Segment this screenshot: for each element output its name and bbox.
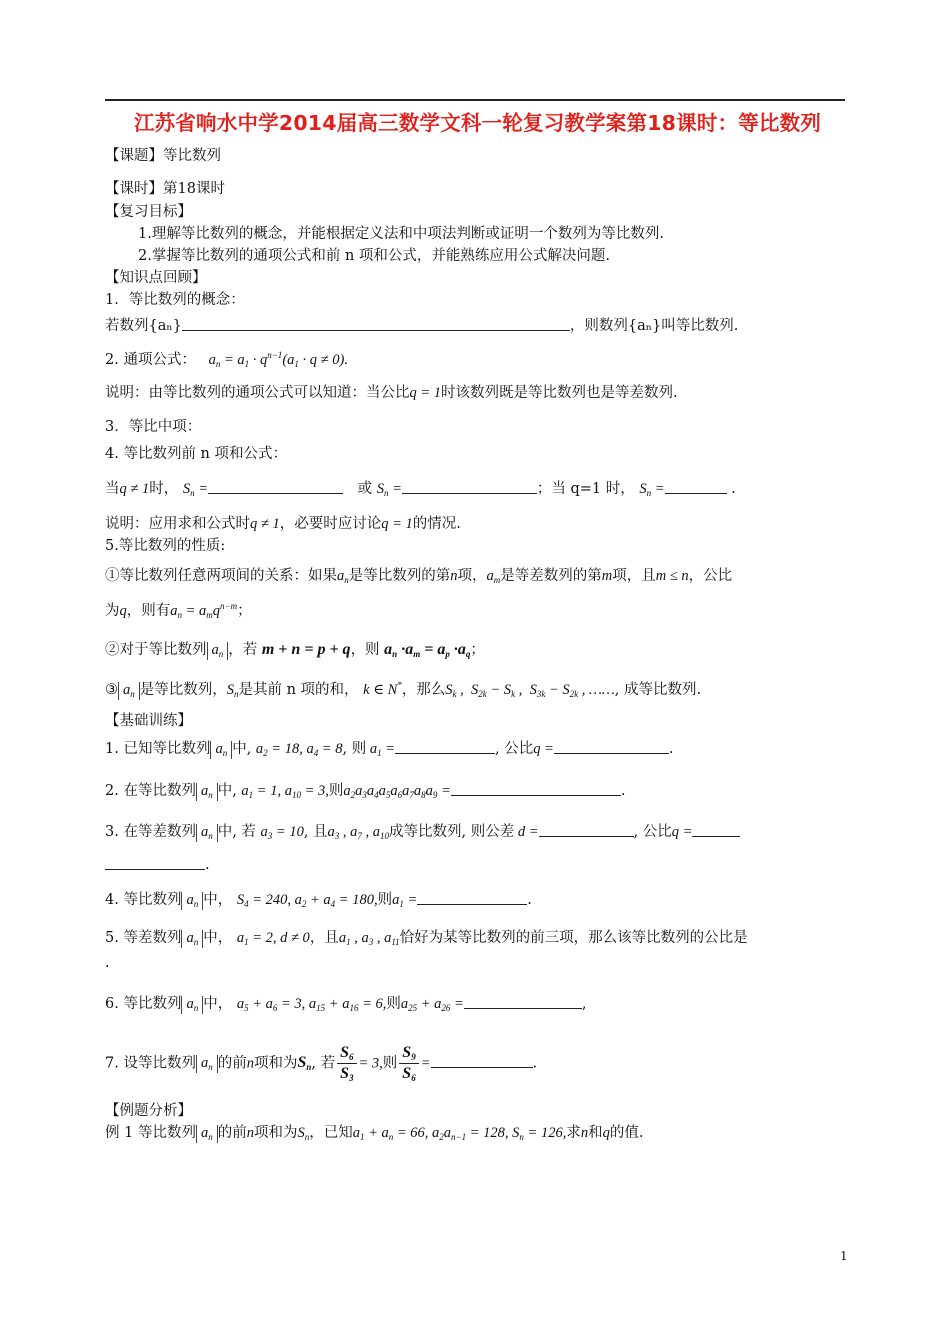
p2-result: $a_n \cdot a_m = a_p \cdot a_q$ [384,641,471,659]
q3-d: 成等比数列, 则公差 [389,824,515,840]
k4-or: 或 [357,481,373,497]
q3-blank-1 [539,823,634,837]
q3-blank-3 [105,856,205,870]
k1-pre: 若数列{aₙ} [105,318,182,334]
e1-q: q [602,1125,610,1141]
q3-c: , 且 [303,824,328,840]
q7-n: n [246,1055,254,1072]
q7-frac-2: $\frac{S_9}{S_6}$ [399,1043,418,1084]
p1-d: 是等差数列的第 [500,568,602,584]
p2-c: ，则 [350,642,380,658]
q7-d: , 若 [311,1055,336,1072]
q1-c: , 则 [342,741,367,757]
e1-f: 和 [588,1125,603,1141]
question-7: 7. 设等比数列 $a_n$ 的前n项和为$S_n$, 若 $\frac{S_6}{S_3}$ = 3,则 $\frac{S_9}{S_6}$ = . [105,1044,538,1083]
k3-mean: 3．等比中项： [105,419,202,435]
k5-properties: 5.等比数列的性质: [105,538,226,554]
q4-b: 中， [203,892,233,908]
q7-seq: $a_n$ [196,1055,218,1073]
p1-m: m [601,568,613,584]
q4-seq: $a_n$ [181,892,203,910]
k2-note-pre: 说明：由等比数列的通项公式可以知道：当公比 [105,385,410,401]
question-2: 2. 在等比数列 $a_n$ 中, $a_1 = 1$, $a_{10} = 3$,则$a_2a_3a_4a_5a_6a_7a_8a_9$ = . [105,783,626,800]
p3-terms: $S_k$ , $S_{2k} - S_k$ , $S_{3k} - S_{2k}$ , …… [445,682,615,699]
p3-e: , 成等比数列. [614,682,702,698]
k1-concept: 1．等比数列的概念： [105,292,245,308]
p1-h: ，则有 [126,603,171,619]
goal-1: 1.理解等比数列的概念，并能根据定义法和中项法判断或证明一个数列为等比数列. [138,226,664,242]
k4-when: 当 [105,481,120,497]
basic-heading: 【基础训练】 [105,713,192,729]
k4-sn-2: $S_n$ = [376,481,402,498]
e1-given: $a_1 + a_n = 66$, $a_2a_{n-1} = 128$, $S_n = 126$, [352,1125,567,1142]
q4-blank [417,891,527,905]
q3-seq: $a_n$ [196,824,218,842]
k4-note-post: 的情况. [412,516,461,532]
k1-blank [182,317,570,331]
document-title: 江苏省响水中学2014届高三数学文科一轮复习教学案第18课时：等比数列 [133,111,822,135]
q2-seq: $a_n$ [196,783,218,801]
p1-formula: $a_n = a_mq^{n-m}$ [170,601,238,620]
k1-definition [105,317,738,335]
e1-seq: $a_n$ [196,1125,218,1143]
k4-sum: 4. 等比数列前 n 项和公式： [105,446,287,462]
question-1: 1. 已知等比数列 $a_n$ 中, $a_2 = 18$, $a_4 = 8$, 则 $a_1$ = , 公比q = . [105,741,674,758]
q5-d: 恰好为某等比数列的前三项，那么该等比数列的公比是 [399,930,748,946]
period-line: 【课时】第18课时 [105,181,225,197]
p2-b: ，若 [228,642,258,658]
p3-b: 是等比数列， [139,682,227,698]
example-heading: 【例题分析】 [105,1103,192,1119]
p3-sn: $S_n$ [226,682,239,699]
p1-q: q [119,603,127,619]
p1-b: 是等比数列的第 [348,568,451,584]
q3-d-sym: d = [514,824,539,840]
k4-blank-3 [665,480,727,494]
topic-line: 【课题】等比数列 [105,148,221,164]
k2-math: $a_n = a_1 \cdot q^{n-1}(a_1 \cdot q \ne 0)$. [208,350,348,369]
k4-when2: ；当 q=1 时， [536,481,635,497]
k4-time: 时， [149,481,179,497]
q5-b: 中， [203,930,233,946]
e1-c: 项和为 [253,1125,298,1141]
question-4: 4. 等比数列 $a_n$ 中， $S_4 = 240$, $a_2 + a_4 = 180$,则$a_1$ = . [105,892,532,909]
k4-note-cond2: q = 1 [381,516,413,532]
p1-g: 为 [105,603,120,619]
q1-blank-1 [395,740,495,754]
p1-cond: m ≤ n [655,568,689,584]
q3-given: $a_3 = 10$ [260,824,304,841]
p2-seq: $a_n$ [207,642,229,660]
question-5 [105,930,748,948]
k4-sn-1: $S_n$ = [182,481,208,498]
k1-post: ，则数列{aₙ}叫等比数列. [569,318,739,334]
q3-blank-2 [692,823,740,837]
q1-blank-2 [554,740,669,754]
k4-note-mid: ，必要时应讨论 [279,516,382,532]
q1-b: 中, [232,741,252,757]
q7-eq2: = [420,1055,431,1072]
q6-c: 则 [386,996,401,1012]
e1-b: 的前 [217,1125,247,1141]
goal-2: 2.掌握等比数列的通项公式和前 n 项和公式，并能熟练应用公式解决问题. [138,248,610,264]
q4-a1: $a_1$ = [392,892,418,909]
e1-d: ，已知 [309,1125,353,1141]
k4-blank-1 [208,480,343,494]
q2-c: 则 [328,783,344,799]
q6-blank [464,995,582,1009]
p3-k: k ∈ N* [363,680,402,698]
k4-note-pre: 说明：应用求和公式时 [105,516,250,532]
page-number: 1 [840,1249,848,1263]
q6-seq: $a_n$ [181,996,203,1014]
q2-a: 2. 在等比数列 [105,783,196,799]
p3-d: ，那么 [401,682,446,698]
k2-formula [105,350,348,370]
p1-n: n [450,568,458,584]
q7-b: 的前 [217,1055,247,1072]
k4-blank-2 [402,480,537,494]
e1-n: n [246,1125,254,1141]
q4-a: 4. 等比数列 [105,892,182,908]
k2-label: 2. 通项公式： [105,352,196,368]
q7-frac-1: $\frac{S_6}{S_3}$ [337,1043,356,1084]
q1-d: , 公比 [495,741,534,757]
q6-b: 中， [203,996,233,1012]
q6-a: 6. 等比数列 [105,996,182,1012]
q5-terms: $a_1$ , $a_3$ , $a_{11}$ [338,930,400,947]
q3-q: q = [671,824,693,840]
q6-target: $a_{25} + a_{26}$ = [400,996,464,1013]
k2-note [105,385,678,402]
q2-blank [451,782,621,796]
e1-n2: n [580,1125,589,1141]
q7-e: 则 [382,1055,398,1072]
q4-c: 则 [377,892,393,908]
q3-b: 中, 若 [217,824,256,840]
e1-e: 求 [566,1125,581,1141]
k4-formula-line: 当q ≠ 1时， $S_n$ = 或 $S_n$ = ；当 q=1 时， $S_n$ = . [105,481,736,498]
k4-sn-3: $S_n$ = [639,481,665,498]
p2-cond: m + n = p + q [261,641,351,658]
p3-c: 是其前 n 项的和， [238,682,359,698]
q5-c: ，且 [309,930,339,946]
q2-b: 中, [217,783,237,799]
p1-an: $a_n$ [337,568,349,585]
q5-a: 5. 等差数列 [105,930,182,946]
question-6: 6. 等比数列 $a_n$ 中， $a_5 + a_6 = 3$, $a_{15} + a_{16} = 6$,则$a_{25} + a_{26}$ = , [105,996,587,1013]
knowledge-heading: 【知识点回顾】 [105,270,207,286]
q7-c: 项和为 [253,1055,298,1072]
e1-a: 例 1 等比数列 [105,1125,196,1141]
question-3 [105,823,740,842]
question-3-cont: . [105,856,210,874]
q3-e: , 公比 [633,824,672,840]
q1-a1: $a_1$ = [366,741,396,758]
q5-seq: $a_n$ [181,930,203,948]
q2-product: $a_2a_3a_4a_5a_6a_7a_8a_9$ = [343,783,451,800]
q7-sn: $S_n$ [297,1054,312,1073]
p1-c: 项， [457,568,487,584]
k2-note-cond: q = 1 [409,385,442,401]
q1-q: q = [533,741,554,757]
example-1 [105,1125,643,1143]
p1-e: 项，且 [612,568,656,584]
k4-note-cond: q ≠ 1 [250,516,280,532]
e1-sn: $S_n$ [297,1125,310,1142]
property-1-cont: 为q，则有$a_n = a_mq^{n-m}$； [105,601,252,620]
p2-a: ②对于等比数列 [105,642,207,658]
p1-a: ①等比数列任意两项间的关系：如果 [105,568,337,584]
property-1 [105,568,732,586]
q3-a: 3. 在等差数列 [105,824,196,840]
q4-given: $S_4 = 240$, $a_2 + a_4 = 180$, [236,892,378,909]
p1-am: $a_m$ [486,568,501,585]
k4-note [105,516,461,533]
q2-given: $a_1 = 1$, $a_{10} = 3$, [241,783,329,800]
property-2: ②对于等比数列 $a_n$ ，若 m + n = p + q，则 $a_n \cdot a_m = a_p \cdot a_q$； [105,641,485,659]
q6-given: $a_5 + a_6 = 3$, $a_{15} + a_{16} = 6$, [236,996,387,1013]
e1-g: 的值. [609,1125,644,1141]
k4-cond: q ≠ 1 [119,481,150,497]
question-5-cont: . [105,955,110,971]
q5-given: $a_1 = 2$, d ≠ 0 [236,930,310,947]
q1-given: $a_2 = 18$, $a_4 = 8$ [255,741,343,758]
property-3: ③ $a_n$ 是等比数列，$S_n$是其前 n 项的和， k ∈ N*，那么$S_k$ , $S_{2k} - S_k$ , $S_{3k} - S_{2k}$ , ……, 成等比数列. [105,680,702,699]
q7-blank [431,1054,533,1068]
q1-a: 1. 已知等比数列 [105,741,211,757]
q1-seq: $a_n$ [210,741,232,759]
goals-heading: 【复习目标】 [105,204,192,220]
k2-note-post: 时该数列既是等比数列也是等差数列. [441,385,678,401]
p3-seq: $a_n$ [118,682,140,700]
p1-f: ，公比 [688,568,733,584]
q3-terms: $a_3$ , $a_7$ , $a_{10}$ [327,824,390,841]
q7-eq: = 3, [358,1055,383,1072]
q7-a: 7. 设等比数列 [105,1055,196,1072]
header-rule [105,99,845,101]
